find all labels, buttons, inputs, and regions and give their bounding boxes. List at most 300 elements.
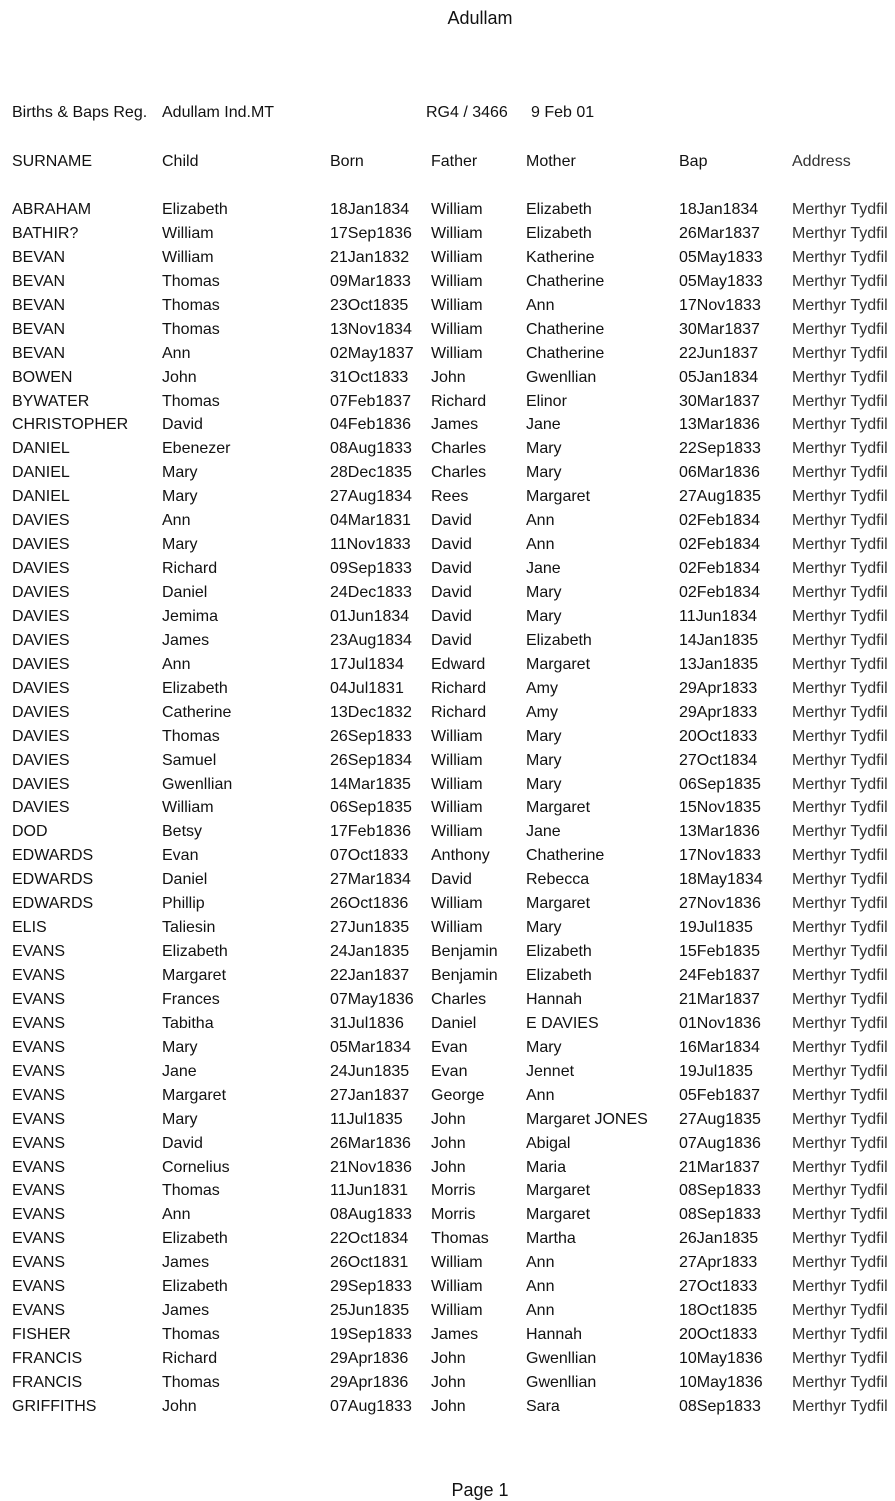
table-row bbox=[0, 894, 895, 918]
father-cell: William bbox=[431, 320, 483, 338]
born-cell: 22Oct1834 bbox=[330, 1230, 409, 1248]
child-cell: Evan bbox=[162, 847, 199, 865]
mother-cell: Mary bbox=[526, 775, 562, 793]
table-row bbox=[0, 751, 895, 775]
born-cell: 31Jul1836 bbox=[330, 1014, 404, 1032]
born-cell: 17Sep1836 bbox=[330, 224, 412, 242]
born-cell: 18Jan1834 bbox=[330, 201, 410, 218]
child-cell: Elizabeth bbox=[162, 1278, 228, 1296]
header-surname: SURNAME bbox=[12, 153, 93, 170]
bap-cell: 21Mar1837 bbox=[679, 1158, 760, 1176]
mother-cell: Chatherine bbox=[526, 344, 605, 362]
father-cell: David bbox=[431, 871, 472, 889]
child-cell: Ebenezer bbox=[162, 440, 231, 458]
bap-cell: 19Jul1835 bbox=[679, 1062, 753, 1080]
father-cell: John bbox=[431, 1397, 466, 1415]
bap-cell: 13Jan1835 bbox=[679, 655, 759, 673]
born-cell: 27Aug1834 bbox=[330, 488, 412, 506]
born-cell: 07Oct1833 bbox=[330, 847, 409, 865]
table-row bbox=[0, 1181, 895, 1205]
father-cell: Daniel bbox=[431, 1014, 477, 1032]
mother-cell: Mary bbox=[526, 584, 562, 601]
header-child: Child bbox=[162, 153, 199, 170]
surname-cell: EVANS bbox=[12, 990, 66, 1008]
born-cell: 04Mar1831 bbox=[330, 512, 411, 530]
father-cell: David bbox=[431, 512, 472, 530]
table-row bbox=[0, 272, 895, 296]
bap-cell: 21Mar1837 bbox=[679, 990, 760, 1008]
born-cell: 26Sep1834 bbox=[330, 751, 412, 769]
born-cell: 25Jun1835 bbox=[330, 1302, 410, 1320]
address-cell: Merthyr Tydfil bbox=[792, 1254, 888, 1272]
bap-cell: 27Oct1833 bbox=[679, 1278, 758, 1296]
surname-cell: EDWARDS bbox=[12, 847, 94, 865]
born-cell: 27Jun1835 bbox=[330, 919, 410, 937]
table-row bbox=[0, 798, 895, 822]
child-cell: Mary bbox=[162, 488, 198, 506]
born-cell: 26Oct1831 bbox=[330, 1254, 409, 1272]
mother-cell: E DAVIES bbox=[526, 1014, 599, 1032]
bap-cell: 29Apr1833 bbox=[679, 679, 758, 697]
bap-cell: 02Feb1834 bbox=[679, 536, 760, 554]
page-number: Page 1 bbox=[451, 1480, 509, 1500]
child-cell: Daniel bbox=[162, 584, 208, 601]
born-cell: 28Dec1835 bbox=[330, 464, 412, 482]
child-cell: Thomas bbox=[162, 392, 220, 410]
mother-cell: Mary bbox=[526, 440, 562, 458]
surname-cell: EVANS bbox=[12, 1038, 66, 1056]
surname-cell: BEVAN bbox=[12, 296, 66, 314]
table-row bbox=[0, 224, 895, 248]
mother-cell: Margaret JONES bbox=[526, 1110, 648, 1128]
father-cell: William bbox=[431, 919, 483, 937]
child-cell: Thomas bbox=[162, 296, 220, 314]
child-cell: Thomas bbox=[162, 320, 220, 338]
mother-cell: Margaret bbox=[526, 655, 591, 673]
father-cell: William bbox=[431, 201, 483, 218]
address-cell: Merthyr Tydfil bbox=[792, 847, 888, 865]
born-cell: 17Feb1836 bbox=[330, 823, 411, 841]
table-row bbox=[0, 846, 895, 870]
table-row bbox=[0, 200, 895, 224]
bap-cell: 05Feb1837 bbox=[679, 1086, 760, 1104]
bap-cell: 06Mar1836 bbox=[679, 464, 760, 482]
bap-cell: 02Feb1834 bbox=[679, 584, 760, 601]
born-cell: 11Nov1833 bbox=[330, 536, 411, 554]
bap-cell: 08Sep1833 bbox=[679, 1206, 761, 1224]
surname-cell: EVANS bbox=[12, 1254, 66, 1272]
mother-cell: Elizabeth bbox=[526, 631, 592, 649]
born-cell: 26Oct1836 bbox=[330, 895, 409, 913]
born-cell: 27Mar1834 bbox=[330, 871, 411, 889]
father-cell: William bbox=[431, 775, 483, 793]
table-row bbox=[0, 1253, 895, 1277]
address-cell: Merthyr Tydfil bbox=[792, 943, 888, 961]
mother-cell: Sara bbox=[526, 1397, 560, 1415]
table-row bbox=[0, 607, 895, 631]
surname-cell: BEVAN bbox=[12, 344, 66, 362]
child-cell: William bbox=[162, 248, 214, 266]
surname-cell: DAVIES bbox=[12, 512, 70, 530]
mother-cell: Elizabeth bbox=[526, 967, 592, 984]
born-cell: 24Dec1833 bbox=[330, 584, 412, 601]
child-cell: Thomas bbox=[162, 1373, 220, 1391]
table-row bbox=[0, 1086, 895, 1110]
bap-cell: 22Jun1837 bbox=[679, 344, 759, 362]
table-row bbox=[0, 942, 895, 966]
child-cell: Frances bbox=[162, 990, 220, 1008]
table-row bbox=[0, 679, 895, 703]
address-cell: Merthyr Tydfil bbox=[792, 416, 888, 434]
child-cell: Thomas bbox=[162, 272, 220, 290]
address-cell: Merthyr Tydfil bbox=[792, 536, 888, 554]
table-row bbox=[0, 822, 895, 846]
address-cell: Merthyr Tydfil bbox=[792, 1062, 888, 1080]
child-cell: William bbox=[162, 224, 214, 242]
father-cell: Benjamin bbox=[431, 967, 498, 984]
surname-cell: DAVIES bbox=[12, 560, 70, 578]
father-cell: John bbox=[431, 368, 466, 386]
mother-cell: Maria bbox=[526, 1158, 567, 1176]
bap-cell: 11Jun1834 bbox=[679, 607, 757, 625]
father-cell: Morris bbox=[431, 1206, 476, 1224]
born-cell: 21Nov1836 bbox=[330, 1158, 412, 1176]
born-cell: 01Jun1834 bbox=[330, 607, 410, 625]
address-cell: Merthyr Tydfil bbox=[792, 344, 888, 362]
address-cell: Merthyr Tydfil bbox=[792, 871, 888, 889]
child-cell: Catherine bbox=[162, 703, 232, 721]
child-cell: Tabitha bbox=[162, 1014, 214, 1032]
bap-cell: 01Nov1836 bbox=[679, 1014, 761, 1032]
address-cell: Merthyr Tydfil bbox=[792, 655, 888, 673]
table-row bbox=[0, 631, 895, 655]
address-cell: Merthyr Tydfil bbox=[792, 919, 888, 937]
mother-cell: Mary bbox=[526, 1038, 562, 1056]
born-cell: 29Sep1833 bbox=[330, 1278, 412, 1296]
bap-cell: 20Oct1833 bbox=[679, 727, 758, 745]
address-cell: Merthyr Tydfil bbox=[792, 464, 888, 482]
father-cell: Anthony bbox=[431, 847, 490, 865]
register-table bbox=[0, 200, 895, 1421]
address-cell: Merthyr Tydfil bbox=[792, 1278, 888, 1296]
reference-number: RG4 / 3466 bbox=[426, 104, 508, 121]
bap-cell: 24Feb1837 bbox=[679, 967, 760, 984]
address-cell: Merthyr Tydfil bbox=[792, 272, 888, 290]
bap-cell: 16Mar1834 bbox=[679, 1038, 760, 1056]
born-cell: 26Mar1836 bbox=[330, 1134, 411, 1152]
father-cell: Thomas bbox=[431, 1230, 489, 1248]
table-row bbox=[0, 535, 895, 559]
surname-cell: EVANS bbox=[12, 1158, 66, 1176]
born-cell: 17Jul1834 bbox=[330, 655, 404, 673]
bap-cell: 15Nov1835 bbox=[679, 799, 761, 817]
address-cell: Merthyr Tydfil bbox=[792, 512, 888, 530]
mother-cell: Gwenllian bbox=[526, 368, 597, 386]
table-row bbox=[0, 415, 895, 439]
header-born: Born bbox=[330, 153, 364, 170]
bap-cell: 02Feb1834 bbox=[679, 560, 760, 578]
document-title: Adullam bbox=[447, 8, 513, 28]
surname-cell: EVANS bbox=[12, 1110, 66, 1128]
father-cell: John bbox=[431, 1110, 466, 1128]
child-cell: William bbox=[162, 799, 214, 817]
born-cell: 09Mar1833 bbox=[330, 272, 411, 290]
father-cell: Charles bbox=[431, 440, 487, 458]
born-cell: 29Apr1836 bbox=[330, 1373, 409, 1391]
mother-cell: Margaret bbox=[526, 895, 591, 913]
father-cell: William bbox=[431, 799, 483, 817]
mother-cell: Elizabeth bbox=[526, 201, 592, 218]
born-cell: 13Nov1834 bbox=[330, 320, 412, 338]
father-cell: William bbox=[431, 1278, 483, 1296]
address-cell: Merthyr Tydfil bbox=[792, 1326, 888, 1344]
table-row bbox=[0, 583, 895, 607]
surname-cell: BOWEN bbox=[12, 368, 73, 386]
address-cell: Merthyr Tydfil bbox=[792, 631, 888, 649]
child-cell: Elizabeth bbox=[162, 679, 228, 697]
bap-cell: 07Aug1836 bbox=[679, 1134, 761, 1152]
born-cell: 07Feb1837 bbox=[330, 392, 411, 410]
child-cell: James bbox=[162, 1254, 210, 1272]
bap-cell: 05Jan1834 bbox=[679, 368, 759, 386]
child-cell: David bbox=[162, 1134, 203, 1152]
bap-cell: 27Aug1835 bbox=[679, 1110, 761, 1128]
header-bap: Bap bbox=[679, 153, 708, 170]
bap-cell: 14Jan1835 bbox=[679, 631, 759, 649]
surname-cell: EVANS bbox=[12, 1134, 66, 1152]
surname-cell: DANIEL bbox=[12, 440, 70, 458]
surname-cell: EVANS bbox=[12, 1278, 66, 1296]
child-cell: Daniel bbox=[162, 871, 208, 889]
child-cell: Ann bbox=[162, 655, 191, 673]
table-row bbox=[0, 703, 895, 727]
surname-cell: EVANS bbox=[12, 1014, 66, 1032]
address-cell: Merthyr Tydfil bbox=[792, 1038, 888, 1056]
register-label: Births & Baps Reg. bbox=[12, 104, 148, 121]
father-cell: Evan bbox=[431, 1062, 468, 1080]
father-cell: David bbox=[431, 631, 472, 649]
child-cell: Mary bbox=[162, 464, 198, 482]
child-cell: Betsy bbox=[162, 823, 203, 841]
father-cell: Rees bbox=[431, 488, 469, 506]
born-cell: 24Jan1835 bbox=[330, 943, 410, 961]
father-cell: Morris bbox=[431, 1182, 476, 1200]
surname-cell: BYWATER bbox=[12, 392, 90, 410]
table-row bbox=[0, 727, 895, 751]
surname-cell: DAVIES bbox=[12, 584, 70, 601]
surname-cell: FRANCIS bbox=[12, 1350, 83, 1367]
table-row bbox=[0, 655, 895, 679]
mother-cell: Jane bbox=[526, 560, 561, 578]
bap-cell: 13Mar1836 bbox=[679, 823, 760, 841]
address-cell: Merthyr Tydfil bbox=[792, 775, 888, 793]
father-cell: William bbox=[431, 823, 483, 841]
child-cell: Richard bbox=[162, 1350, 218, 1367]
mother-cell: Gwenllian bbox=[526, 1373, 597, 1391]
born-cell: 07Aug1833 bbox=[330, 1397, 412, 1415]
surname-cell: DAVIES bbox=[12, 775, 70, 793]
father-cell: Benjamin bbox=[431, 943, 498, 961]
header-father: Father bbox=[431, 153, 478, 170]
child-cell: Margaret bbox=[162, 967, 227, 984]
father-cell: William bbox=[431, 344, 483, 362]
address-cell: Merthyr Tydfil bbox=[792, 1206, 888, 1224]
bap-cell: 17Nov1833 bbox=[679, 296, 761, 314]
surname-cell: DANIEL bbox=[12, 464, 70, 482]
surname-cell: EVANS bbox=[12, 967, 66, 984]
mother-cell: Abigal bbox=[526, 1134, 571, 1152]
surname-cell: DAVIES bbox=[12, 679, 70, 697]
mother-cell: Chatherine bbox=[526, 847, 605, 865]
surname-cell: BEVAN bbox=[12, 272, 66, 290]
bap-cell: 02Feb1834 bbox=[679, 512, 760, 530]
table-row bbox=[0, 775, 895, 799]
table-row bbox=[0, 392, 895, 416]
child-cell: Gwenllian bbox=[162, 775, 233, 793]
surname-cell: EVANS bbox=[12, 1086, 66, 1104]
table-row bbox=[0, 439, 895, 463]
table-row bbox=[0, 487, 895, 511]
bap-cell: 18Jan1834 bbox=[679, 201, 759, 218]
address-cell: Merthyr Tydfil bbox=[792, 320, 888, 338]
child-cell: Thomas bbox=[162, 1182, 220, 1200]
table-row bbox=[0, 1014, 895, 1038]
born-cell: 24Jun1835 bbox=[330, 1062, 410, 1080]
child-cell: Ann bbox=[162, 512, 191, 530]
surname-cell: DAVIES bbox=[12, 536, 70, 554]
bap-cell: 26Mar1837 bbox=[679, 224, 760, 242]
mother-cell: Rebecca bbox=[526, 871, 590, 889]
born-cell: 22Jan1837 bbox=[330, 967, 410, 984]
child-cell: Taliesin bbox=[162, 919, 216, 937]
mother-cell: Mary bbox=[526, 464, 562, 482]
father-cell: William bbox=[431, 224, 483, 242]
father-cell: William bbox=[431, 1302, 483, 1320]
table-row bbox=[0, 344, 895, 368]
address-cell: Merthyr Tydfil bbox=[792, 368, 888, 386]
bap-cell: 05May1833 bbox=[679, 272, 763, 290]
surname-cell: EVANS bbox=[12, 1206, 66, 1224]
bap-cell: 26Jan1835 bbox=[679, 1230, 759, 1248]
surname-cell: EVANS bbox=[12, 1062, 66, 1080]
father-cell: John bbox=[431, 1350, 466, 1367]
mother-cell: Ann bbox=[526, 296, 555, 314]
child-cell: Mary bbox=[162, 536, 198, 554]
table-row bbox=[0, 990, 895, 1014]
surname-cell: ABRAHAM bbox=[12, 201, 92, 218]
surname-cell: DANIEL bbox=[12, 488, 70, 506]
father-cell: Richard bbox=[431, 392, 487, 410]
table-row bbox=[0, 1397, 895, 1421]
child-cell: John bbox=[162, 1397, 197, 1415]
bap-cell: 18Oct1835 bbox=[679, 1302, 758, 1320]
mother-cell: Amy bbox=[526, 679, 558, 697]
address-cell: Merthyr Tydfil bbox=[792, 584, 888, 601]
surname-cell: EVANS bbox=[12, 943, 66, 961]
table-row bbox=[0, 870, 895, 894]
child-cell: James bbox=[162, 1302, 210, 1320]
born-cell: 23Oct1835 bbox=[330, 296, 409, 314]
surname-cell: DAVIES bbox=[12, 655, 70, 673]
header-address: Address bbox=[792, 153, 851, 170]
chapel-name: Adullam Ind.MT bbox=[162, 104, 275, 121]
table-row bbox=[0, 1062, 895, 1086]
surname-cell: ELIS bbox=[12, 919, 47, 937]
table-row bbox=[0, 1229, 895, 1253]
address-cell: Merthyr Tydfil bbox=[792, 727, 888, 745]
address-cell: Merthyr Tydfil bbox=[792, 823, 888, 841]
bap-cell: 27Apr1833 bbox=[679, 1254, 758, 1272]
bap-cell: 10May1836 bbox=[679, 1373, 763, 1391]
surname-cell: EVANS bbox=[12, 1302, 66, 1320]
child-cell: Thomas bbox=[162, 1326, 220, 1344]
bap-cell: 05May1833 bbox=[679, 248, 763, 266]
bap-cell: 20Oct1833 bbox=[679, 1326, 758, 1344]
bap-cell: 08Sep1833 bbox=[679, 1397, 761, 1415]
father-cell: William bbox=[431, 296, 483, 314]
father-cell: John bbox=[431, 1373, 466, 1391]
born-cell: 21Jan1832 bbox=[330, 248, 410, 266]
address-cell: Merthyr Tydfil bbox=[792, 440, 888, 458]
born-cell: 27Jan1837 bbox=[330, 1086, 410, 1104]
table-row bbox=[0, 1325, 895, 1349]
father-cell: Charles bbox=[431, 464, 487, 482]
father-cell: David bbox=[431, 536, 472, 554]
surname-cell: GRIFFITHS bbox=[12, 1397, 97, 1415]
child-cell: Phillip bbox=[162, 895, 205, 913]
bap-cell: 10May1836 bbox=[679, 1350, 763, 1367]
born-cell: 06Sep1835 bbox=[330, 799, 412, 817]
address-cell: Merthyr Tydfil bbox=[792, 1182, 888, 1200]
bap-cell: 17Nov1833 bbox=[679, 847, 761, 865]
table-row bbox=[0, 1134, 895, 1158]
address-cell: Merthyr Tydfil bbox=[792, 703, 888, 721]
header-mother: Mother bbox=[526, 153, 576, 170]
father-cell: David bbox=[431, 584, 472, 601]
born-cell: 23Aug1834 bbox=[330, 631, 412, 649]
child-cell: Elizabeth bbox=[162, 1230, 228, 1248]
father-cell: James bbox=[431, 1326, 479, 1344]
address-cell: Merthyr Tydfil bbox=[792, 799, 888, 817]
address-cell: Merthyr Tydfil bbox=[792, 488, 888, 506]
father-cell: John bbox=[431, 1134, 466, 1152]
born-cell: 11Jul1835 bbox=[330, 1110, 403, 1128]
surname-cell: DAVIES bbox=[12, 607, 70, 625]
born-cell: 29Apr1836 bbox=[330, 1350, 409, 1367]
mother-cell: Gwenllian bbox=[526, 1350, 597, 1367]
father-cell: David bbox=[431, 607, 472, 625]
born-cell: 11Jun1831 bbox=[330, 1182, 408, 1200]
column-headers bbox=[0, 152, 895, 174]
mother-cell: Hannah bbox=[526, 990, 583, 1008]
child-cell: Elizabeth bbox=[162, 201, 228, 218]
mother-cell: Ann bbox=[526, 512, 555, 530]
address-cell: Merthyr Tydfil bbox=[792, 1158, 888, 1176]
father-cell: Edward bbox=[431, 655, 486, 673]
mother-cell: Ann bbox=[526, 1302, 555, 1320]
surname-cell: DAVIES bbox=[12, 799, 70, 817]
mother-cell: Mary bbox=[526, 607, 562, 625]
table-row bbox=[0, 966, 895, 990]
mother-cell: Margaret bbox=[526, 1206, 591, 1224]
mother-cell: Ann bbox=[526, 1254, 555, 1272]
table-row bbox=[0, 1158, 895, 1182]
father-cell: Richard bbox=[431, 703, 487, 721]
mother-cell: Jane bbox=[526, 416, 561, 434]
born-cell: 09Sep1833 bbox=[330, 560, 412, 578]
document-date: 9 Feb 01 bbox=[531, 104, 595, 121]
born-cell: 19Sep1833 bbox=[330, 1326, 412, 1344]
